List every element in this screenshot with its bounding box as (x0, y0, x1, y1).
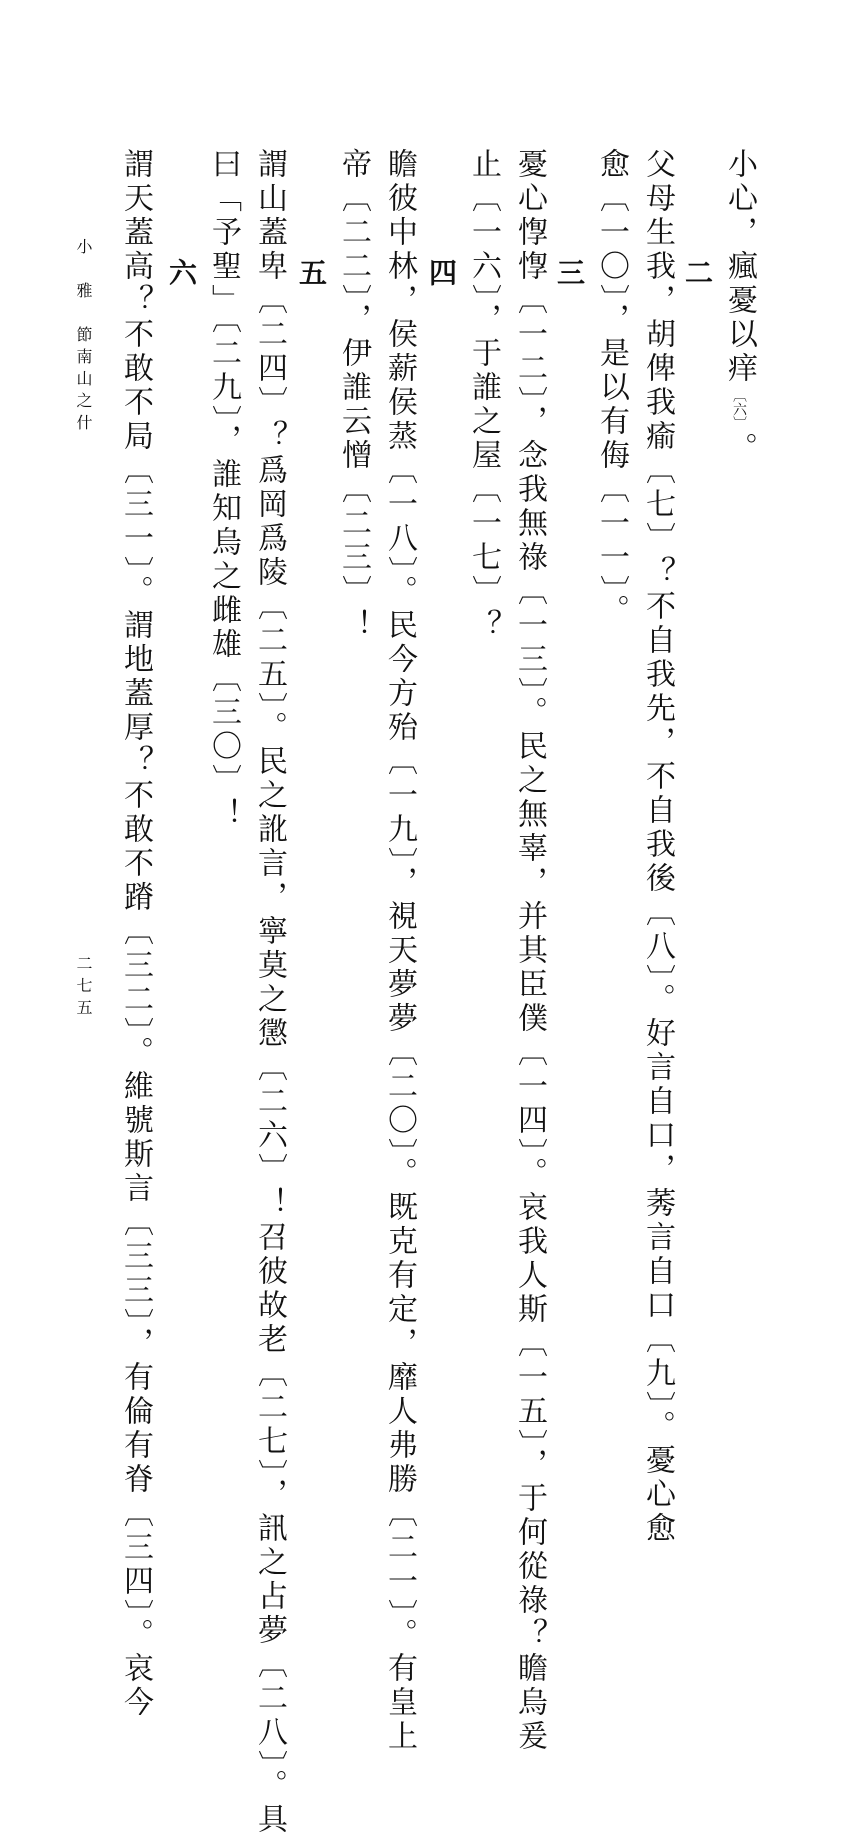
verse-line-4: 憂心惸惸〔一二〕，念我無祿〔一三〕。民之無辜，并其臣僕〔一四〕。哀我人斯〔一五〕，于何從祿？瞻烏爰 (512, 148, 547, 1754)
running-footer-section: 小 雅 節南山之什 (74, 238, 93, 436)
verse-line-3: 愈〔一〇〕，是以有侮〔一一〕。 (594, 148, 629, 628)
stanza-heading-2: 二 (681, 258, 714, 290)
verse-punct: 。 (722, 432, 757, 466)
verse-line-1 (722, 148, 756, 466)
verse-line-10: 謂天蓋高？不敢不局〔三一〕。謂地蓋厚？不敢不蹐〔三二〕。維號斯言〔三三〕，有倫有脊〔三四〕。哀今 (118, 148, 153, 1720)
verse-text: 小心，瘋憂以痒 (722, 148, 757, 386)
verse-line-5: 止〔一六〕，于誰之屋〔一七〕？ (466, 148, 501, 643)
verse-line-8: 謂山蓋卑〔二四〕？爲岡爲陵〔二五〕。民之訛言，寧莫之懲〔二六〕！召彼故老〔二七〕，訊之占夢〔二八〕。具 (252, 148, 287, 1837)
verse-line-6: 瞻彼中林，侯薪侯蒸〔一八〕。民今方殆〔一九〕，視天夢夢〔二〇〕。既克有定，靡人弗勝〔二一〕。有皇上 (382, 148, 417, 1754)
stanza-heading-3: 三 (553, 258, 586, 290)
verse-line-7: 帝〔二二〕，伊誰云憎〔二三〕！ (336, 148, 371, 643)
verse-line-2: 父母生我，胡俾我瘉〔七〕？不自我先，不自我後〔八〕。好言自口，莠言自口〔九〕。憂心愈 (640, 148, 675, 1546)
stanza-heading-4: 四 (425, 258, 458, 290)
stanza-heading-5: 五 (295, 258, 328, 290)
verse-line-9: 曰「予聖」〔二九〕，誰知烏之雌雄〔三〇〕！ (206, 148, 241, 832)
stanza-heading-6: 六 (165, 258, 198, 290)
annotation-marker: 〔六〕 (731, 388, 747, 430)
page-number: 二七五 (74, 955, 93, 1021)
